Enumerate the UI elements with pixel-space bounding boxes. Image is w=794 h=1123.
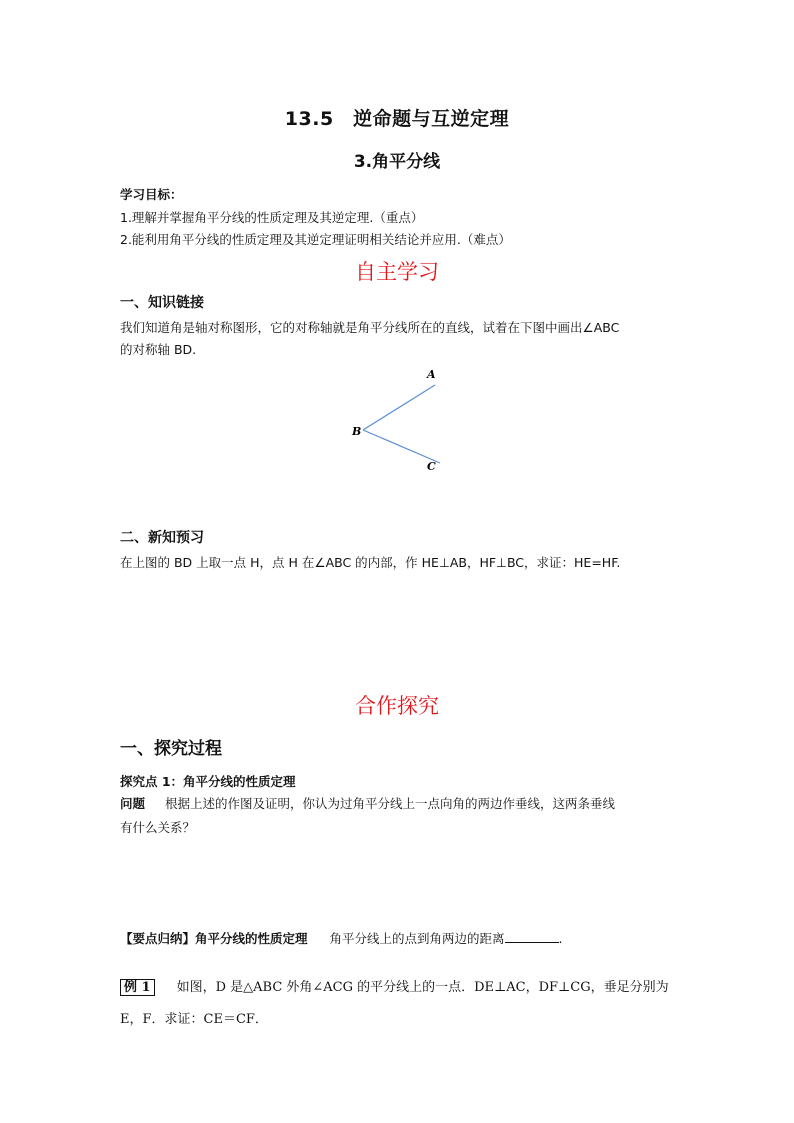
self-study-heading: 自主学习 [355, 260, 439, 284]
example-line-1 [120, 976, 669, 995]
question-line-2: 有什么关系？ [120, 820, 196, 835]
knowledge-link-heading: 一、知识链接 [120, 295, 204, 311]
example-line-2: E，F．求证：CE＝CF． [120, 1012, 268, 1027]
example-label: 例 1 [120, 979, 155, 996]
label-a: A [427, 368, 436, 381]
page-title: 13.5 逆命题与互逆定理 [284, 108, 510, 130]
summary-line [120, 929, 563, 947]
question-line-1 [120, 794, 615, 812]
question-label: 问题 [120, 796, 146, 811]
goal-item-1: 1.理解并掌握角平分线的性质定理及其逆定理.（重点） [120, 210, 424, 225]
example-text: 如图，D 是△ABC 外角∠ACG 的平分线上的一点．DE⊥AC，DF⊥CG，垂足分别为 [176, 980, 669, 995]
label-c: C [427, 460, 436, 473]
angle-abc-figure [340, 360, 460, 480]
cooperate-heading: 合作探究 [355, 694, 439, 718]
summary-label: 【要点归纳】角平分线的性质定理 [120, 931, 308, 946]
explore-point-heading: 探究点 1：角平分线的性质定理 [120, 774, 296, 789]
page-subtitle: 3.角平分线 [353, 152, 441, 172]
goals-heading: 学习目标： [120, 187, 183, 202]
knowledge-link-line-2: 的对称轴 BD. [120, 342, 197, 357]
question-text: 根据上述的作图及证明，你认为过角平分线上一点向角的两边作垂线，这两条垂线 [165, 796, 616, 811]
goal-item-2: 2.能利用角平分线的性质定理及其逆定理证明相关结论并应用.（难点） [120, 232, 511, 247]
answer-blank[interactable] [505, 930, 559, 943]
explore-process-heading: 一、探究过程 [120, 739, 222, 759]
preview-heading: 二、新知预习 [120, 530, 204, 546]
summary-text: 角平分线上的点到角两边的距离 [329, 931, 505, 946]
preview-line-1: 在上图的 BD 上取一点 H，点 H 在∠ABC 的内部，作 HE⊥AB，HF⊥BC，求证：HE=HF. [120, 555, 621, 570]
knowledge-link-line-1: 我们知道角是轴对称图形，它的对称轴就是角平分线所在的直线，试着在下图中画出∠ABC [120, 320, 620, 335]
ray-bc [363, 430, 440, 463]
summary-end: . [558, 931, 563, 946]
ray-ba [363, 385, 435, 430]
label-b: B [352, 425, 362, 438]
